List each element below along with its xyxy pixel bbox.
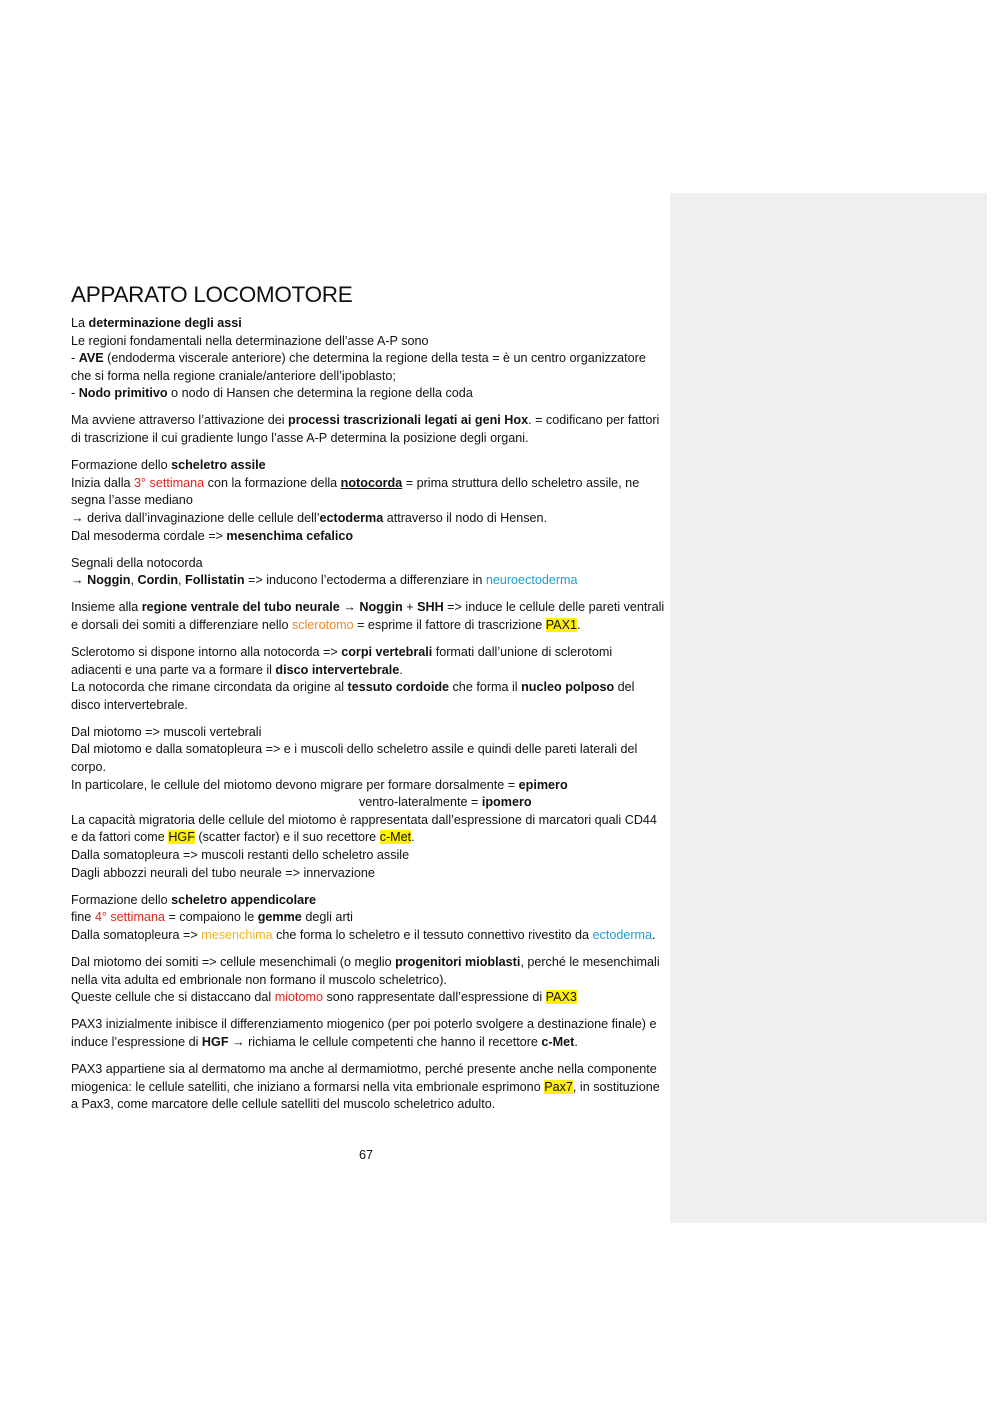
paragraph-line bbox=[71, 475, 666, 510]
text: , perché le mesenchimali nella vita adulta ed embrionale non formano il muscolo scheletrico). bbox=[71, 955, 660, 987]
section-miotomo bbox=[71, 724, 666, 882]
page-title: APPARATO LOCOMOTORE bbox=[71, 282, 353, 307]
text: Insieme alla bbox=[71, 600, 142, 615]
text: (endoderma viscerale anteriore) che determina la regione della testa = è un centro organizzatore che si forma nella regione craniale/anteriore dell’ipoblasto; bbox=[71, 351, 646, 383]
text: In particolare, le cellule del miotomo devono migrare per formare dorsalmente = bbox=[71, 777, 519, 792]
section-pax3 bbox=[71, 1016, 666, 1051]
text: attraverso il nodo di Hensen. bbox=[383, 510, 548, 525]
text-highlight: PAX1 bbox=[545, 617, 577, 632]
text-highlight: Pax7 bbox=[544, 1079, 573, 1094]
text: formati dall’unione di sclerotomi adiacenti e una parte va a formare il bbox=[71, 645, 613, 677]
paragraph-line bbox=[71, 794, 666, 812]
paragraph-line: Dalla somatopleura => muscoli restanti dello scheletro assile bbox=[71, 848, 410, 863]
text: . bbox=[411, 830, 415, 845]
text: degli arti bbox=[301, 910, 353, 925]
text-cyan: ectoderma bbox=[592, 927, 653, 942]
text-highlight: HGF bbox=[168, 830, 195, 845]
text: La bbox=[71, 316, 89, 330]
text: che forma lo scheletro e il tessuto connettivo rivestito da bbox=[272, 927, 593, 942]
paragraph-line bbox=[71, 528, 666, 546]
text: Dal mesoderma cordale => bbox=[71, 528, 227, 543]
section-hox bbox=[71, 412, 666, 447]
text: Formazione dello bbox=[71, 458, 172, 473]
text: PAX3 inizialmente inibisce il differenziamento miogenico (per poi poterlo svolgere a destinazione finale) e induce l’espressione di bbox=[71, 1017, 657, 1049]
text: Ma avviene attraverso l’attivazione dei bbox=[71, 413, 289, 428]
text-bold: Cordin bbox=[137, 573, 179, 588]
text-bold: Nodo primitivo bbox=[78, 386, 168, 401]
text: Formazione dello bbox=[71, 892, 172, 907]
text: . bbox=[652, 927, 656, 942]
text-bold: Noggin bbox=[87, 573, 131, 588]
paragraph-line bbox=[71, 777, 666, 795]
paragraph-line bbox=[71, 927, 666, 945]
text-bold: nucleo polposo bbox=[521, 680, 615, 695]
text-bold: regione ventrale del tubo neurale bbox=[141, 600, 340, 615]
text: ventro-lateralmente = bbox=[359, 795, 482, 810]
text: Sclerotomo si dispone intorno alla notocorda => bbox=[71, 645, 342, 659]
text-cyan: neuroectoderma bbox=[485, 573, 578, 588]
text-highlight: PAX3 bbox=[545, 990, 577, 1005]
text: = compaiono le bbox=[164, 910, 258, 925]
paragraph-line bbox=[71, 812, 666, 847]
text: Dalla somatopleura => bbox=[71, 927, 202, 942]
text-bold: HGF bbox=[201, 1034, 229, 1049]
text: Dal miotomo dei somiti => cellule mesenchimali (o meglio bbox=[71, 955, 396, 969]
text: . bbox=[574, 1034, 578, 1049]
section-pax7 bbox=[71, 1061, 666, 1114]
paragraph-line bbox=[71, 679, 666, 714]
text: . bbox=[399, 662, 403, 677]
text: . = codificano per fattori di trascrizione il cui gradiente lungo l’asse A-P determina la posizione degli organi. bbox=[71, 413, 660, 446]
paragraph-line bbox=[71, 315, 666, 333]
text-bold: epimero bbox=[518, 777, 568, 792]
text: , bbox=[178, 573, 186, 588]
page-number: 67 bbox=[358, 1148, 373, 1162]
text: → deriva dall’invaginazione delle cellule dell’ bbox=[71, 510, 320, 525]
text-bold: determinazione degli assi bbox=[88, 316, 242, 330]
text: , bbox=[130, 573, 138, 588]
text-bold: Noggin bbox=[359, 600, 403, 615]
text-bold: gemme bbox=[257, 910, 302, 925]
text-bold: mesenchima cefalico bbox=[226, 528, 354, 543]
text-bold: SHH bbox=[417, 600, 444, 615]
section-assi bbox=[71, 315, 666, 403]
text: La notocorda che rimane circondata da origine al bbox=[71, 680, 348, 695]
text: La capacità migratoria delle cellule del miotomo è rappresentata dall’espressione di marcatori quali CD44 e da fattori come bbox=[71, 812, 657, 845]
text-bold: progenitori mioblasti bbox=[395, 955, 521, 969]
text-bold: Follistatin bbox=[185, 573, 245, 588]
text-bold: c-Met bbox=[541, 1034, 575, 1049]
text-red: 4° settimana bbox=[94, 910, 165, 925]
text: (scatter factor) e il suo recettore bbox=[194, 830, 380, 845]
text: => inducono l’ectoderma a differenziare in bbox=[244, 573, 486, 588]
paragraph-line bbox=[71, 644, 666, 679]
paragraph-line: Segnali della notocorda bbox=[71, 555, 203, 570]
text: = esprime il fattore di trascrizione bbox=[353, 617, 546, 632]
paragraph-line: Dal miotomo e dalla somatopleura => e i muscoli dello scheletro assile e quindi delle pareti laterali del corpo. bbox=[71, 742, 638, 775]
text: => induce le cellule delle pareti ventrali e dorsali dei somiti a differenziare nello bbox=[71, 600, 665, 632]
paragraph-line bbox=[71, 954, 666, 989]
text: PAX3 appartiene sia al dermatomo ma anche al dermamiotmo, perché presente anche nella componente miogenica: le cellule satelliti, che iniziano a formarsi nella vita embrionale esprimono bbox=[71, 1061, 657, 1094]
document-body bbox=[71, 281, 666, 1123]
text: Inizia dalla bbox=[71, 475, 135, 490]
text: , in sostituzione a Pax3, come marcatore delle cellule satelliti del muscolo scheletrico adulto. bbox=[71, 1079, 660, 1112]
text-bold-underline: notocorda bbox=[340, 475, 403, 490]
text: che forma il bbox=[449, 680, 522, 695]
text: sono rappresentate dall’espressione di bbox=[323, 990, 546, 1005]
text: = prima struttura dello scheletro assile, ne segna l’asse mediano bbox=[71, 475, 640, 508]
text: → bbox=[71, 573, 88, 588]
text-bold: processi trascrizionali legati ai geni Hox bbox=[288, 413, 529, 428]
paragraph-line bbox=[71, 572, 666, 590]
text: → bbox=[339, 600, 360, 615]
text: - bbox=[71, 351, 79, 366]
paragraph-line: Le regioni fondamentali nella determinazione dell’asse A-P sono bbox=[71, 333, 429, 348]
text-orange: sclerotomo bbox=[291, 617, 354, 632]
text: del disco intervertebrale. bbox=[71, 680, 635, 712]
section-scheletro-assile bbox=[71, 457, 666, 545]
paragraph-line bbox=[71, 892, 666, 910]
section-segnali bbox=[71, 555, 666, 590]
section-sclerotomo bbox=[71, 599, 666, 634]
text-bold: scheletro assile bbox=[171, 458, 266, 473]
paragraph-line bbox=[71, 510, 666, 528]
text-bold: corpi vertebrali bbox=[341, 645, 433, 659]
paragraph-line bbox=[71, 909, 666, 927]
text: - bbox=[71, 386, 79, 401]
text-bold: tessuto cordoide bbox=[347, 680, 450, 695]
text: o nodo di Hansen che determina la regione della coda bbox=[167, 386, 473, 401]
comment-pane bbox=[670, 193, 987, 1223]
section-scheletro-appendicolare bbox=[71, 892, 666, 945]
text-red: 3° settimana bbox=[134, 475, 205, 490]
paragraph-line bbox=[71, 989, 666, 1007]
text: Queste cellule che si distaccano dal bbox=[71, 990, 275, 1005]
paragraph-line bbox=[71, 457, 666, 475]
text: + bbox=[402, 600, 418, 615]
paragraph-line: Dagli abbozzi neurali del tubo neurale => innervazione bbox=[71, 865, 375, 880]
text-bold: scheletro appendicolare bbox=[171, 892, 316, 907]
text-gold: mesenchima bbox=[201, 927, 273, 942]
paragraph-line: Dal miotomo => muscoli vertebrali bbox=[71, 724, 262, 739]
text: . bbox=[577, 617, 581, 632]
text-red: miotomo bbox=[274, 990, 324, 1005]
section-corpi-vertebrali bbox=[71, 644, 666, 714]
text-highlight: c-Met bbox=[379, 830, 412, 845]
text-bold: disco intervertebrale bbox=[275, 662, 400, 677]
section-mioblasti bbox=[71, 954, 666, 1007]
text-bold: ectoderma bbox=[319, 510, 384, 525]
text-bold: ipomero bbox=[481, 795, 532, 810]
paragraph-line bbox=[71, 350, 666, 385]
paragraph-line bbox=[71, 385, 666, 403]
text-bold: AVE bbox=[78, 351, 104, 366]
text: → richiama le cellule competenti che hanno il recettore bbox=[228, 1034, 542, 1049]
text: fine bbox=[71, 910, 95, 925]
text: con la formazione della bbox=[204, 475, 341, 490]
